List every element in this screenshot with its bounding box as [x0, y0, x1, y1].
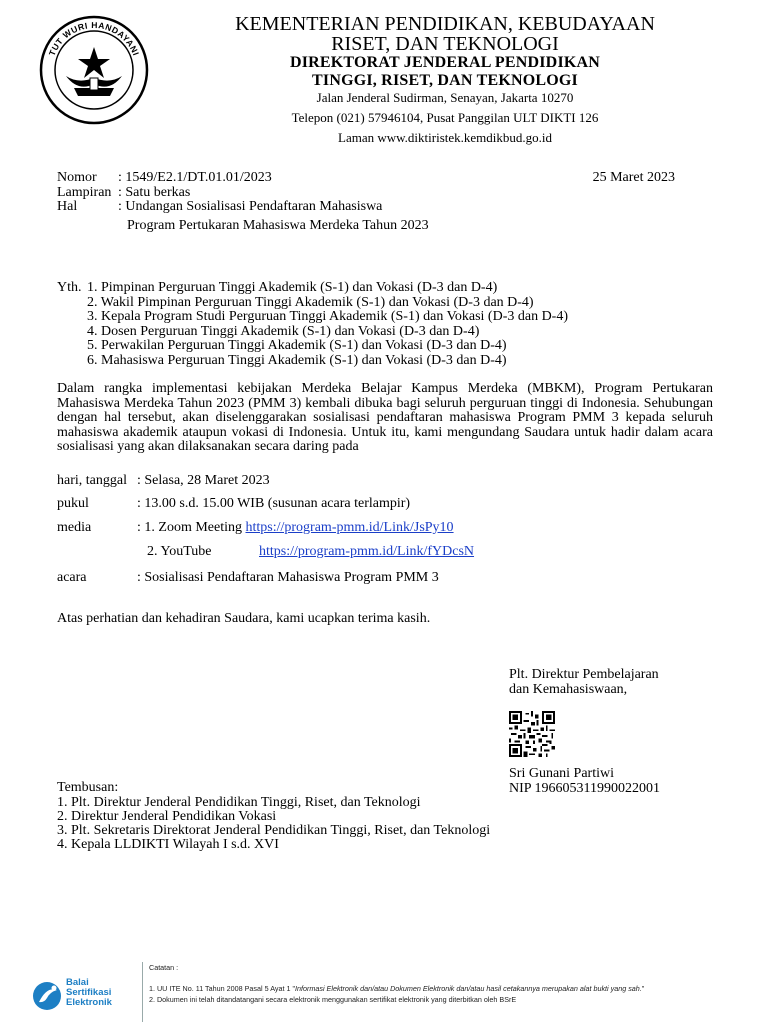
carbon-copy-item: 3. Plt. Sekretaris Direktorat Jenderal Pendidikan Tinggi, Riset, dan Teknologi: [57, 822, 491, 838]
carbon-copy-item: 1. Plt. Direktur Jenderal Pendidikan Tinggi, Riset, dan Teknologi: [57, 794, 421, 810]
carbon-copy: [57, 781, 490, 852]
directorate-name-line2: TINGGI, RISET, DAN TEKNOLOGI: [312, 72, 578, 89]
signer: [509, 767, 660, 796]
event-time-label: pukul: [57, 496, 89, 511]
signer-title-line1: Plt. Direktur Pembelajaran: [509, 667, 659, 682]
nomor-label: Nomor: [57, 170, 97, 185]
nomor-value: : 1549/E2.1/DT.01.01/2023: [118, 170, 272, 185]
event-date-label: hari, tanggal: [57, 473, 127, 488]
recipient-item: 4. Dosen Perguruan Tinggi Akademik (S-1) dan Vokasi (D-3 dan D-4): [87, 323, 480, 339]
event-media-label: media: [57, 520, 92, 535]
signer-nip: NIP 196605311990022001: [509, 780, 661, 796]
event-date-value: : Selasa, 28 Maret 2023: [137, 473, 270, 488]
event-agenda-value: : Sosialisasi Pendaftaran Mahasiswa Program PMM 3: [137, 570, 439, 585]
media-youtube-label: 2. YouTube: [147, 544, 212, 559]
footer-notes: [142, 962, 759, 1022]
letter-meta: [57, 171, 697, 233]
directorate-name-line1: DIREKTORAT JENDERAL PENDIDIKAN: [289, 54, 601, 71]
notes-label: Catatan :: [149, 963, 179, 972]
hal-value-line2: Program Pertukaran Mahasiswa Merdeka Tahun 2023: [127, 217, 429, 233]
note-2: 2. Dokumen ini telah ditandatangani secara elektronik menggunakan sertifikat elektronik yang diterbitkan oleh BSrE: [149, 995, 517, 1004]
signer-name: Sri Gunani Partiwi: [509, 766, 614, 781]
lampiran-label: Lampiran: [57, 184, 112, 200]
youtube-link[interactable]: https://program-pmm.id/Link/fYDcsN: [259, 544, 475, 559]
recipient-item: 2. Wakil Pimpinan Perguruan Tinggi Akademik (S-1) dan Vokasi (D-3 dan D-4): [87, 294, 534, 310]
carbon-copy-item: 2. Direktur Jenderal Pendidikan Vokasi: [57, 808, 277, 824]
note-1: [149, 983, 759, 994]
svg-text:TUT WURI HANDAYANI: TUT WURI HANDAYANI: [46, 19, 142, 58]
bsre-line3: Elektronik: [66, 997, 112, 1008]
event-agenda-label: acara: [57, 570, 87, 585]
tut-wuri-handayani-logo: [38, 14, 150, 126]
note-1-text: 1. UU ITE No. 11 Tahun 2008 Pasal 5 Ayat 1 ": [149, 984, 295, 993]
lampiran-value: : Satu berkas: [118, 184, 191, 200]
hal-value: : Undangan Sosialisasi Pendaftaran Mahasiswa: [118, 199, 383, 214]
letterhead: [175, 14, 715, 146]
bsre-name: [66, 978, 112, 1008]
qr-code: [509, 711, 555, 757]
ministry-name-line1: KEMENTERIAN PENDIDIKAN, KEBUDAYAAN: [235, 13, 655, 35]
recipient-item: 5. Perwakilan Perguruan Tinggi Akademik (S-1) dan Vokasi (D-3 dan D-4): [87, 338, 507, 353]
recipient-item: 3. Kepala Program Studi Perguruan Tinggi Akademik (S-1) dan Vokasi (D-3 dan D-4): [87, 309, 569, 324]
closing-sentence: Atas perhatian dan kehadiran Saudara, kami ucapkan terima kasih.: [57, 611, 431, 626]
note-1-italic: Informasi Elektronik dan/atau Dokumen Elektronik dan/atau hasil cetakannya merupakan alat bukti yang sah.: [295, 984, 642, 993]
address: Jalan Jenderal Sudirman, Senayan, Jakarta 10270: [316, 90, 574, 105]
body-paragraph: Dalam rangka implementasi kebijakan Merdeka Belajar Kampus Merdeka (MBKM), Program Pertukaran Mahasiswa Merdeka Tahun 2023 (PMM 3) kembali dibuka bagi seluruh perguruan tinggi di Indonesia. Sehubungan dengan hal tersebut, akan diselenggarakan sosialisasi pendaftaran mahasiswa Program PMM 3 kepada seluruh mahasiswa akademik ataupun vokasi di Indonesia. Untuk itu, kami mengundang Saudara untuk hadir dalam acara sosialisasi yang akan dilaksanakan secara daring pada: [57, 381, 713, 454]
phone: Telepon (021) 57946104, Pusat Panggilan ULT DIKTI 126: [291, 110, 599, 125]
bsre-line1: Balai: [66, 977, 89, 988]
event-time-value: : 13.00 s.d. 15.00 WIB (susunan acara terlampir): [137, 496, 411, 511]
recipient-item: 1. Pimpinan Perguruan Tinggi Akademik (S-1) dan Vokasi (D-3 dan D-4): [87, 280, 498, 295]
media-zoom-label: : 1. Zoom Meeting: [137, 520, 246, 535]
zoom-meeting-link[interactable]: https://program-pmm.id/Link/JsPy10: [245, 520, 454, 535]
recipients-label: Yth.: [57, 280, 82, 295]
note-1-end: ": [641, 984, 645, 993]
bsre-line2: Sertifikasi: [66, 987, 112, 998]
signature-title: [509, 668, 659, 697]
letter-date: 25 Maret 2023: [592, 170, 675, 185]
hal-label: Hal: [57, 199, 78, 214]
website: Laman www.diktiristek.kemdikbud.go.id: [338, 130, 552, 145]
ministry-name-line2: RISET, DAN TEKNOLOGI: [331, 33, 559, 55]
carbon-copy-item: 4. Kepala LLDIKTI Wilayah I s.d. XVI: [57, 836, 279, 852]
recipient-item: 6. Mahasiswa Perguruan Tinggi Akademik (S-1) dan Vokasi (D-3 dan D-4): [87, 352, 507, 368]
signer-title-line2: dan Kemahasiswaan,: [509, 681, 628, 697]
carbon-copy-label: Tembusan:: [57, 780, 119, 795]
